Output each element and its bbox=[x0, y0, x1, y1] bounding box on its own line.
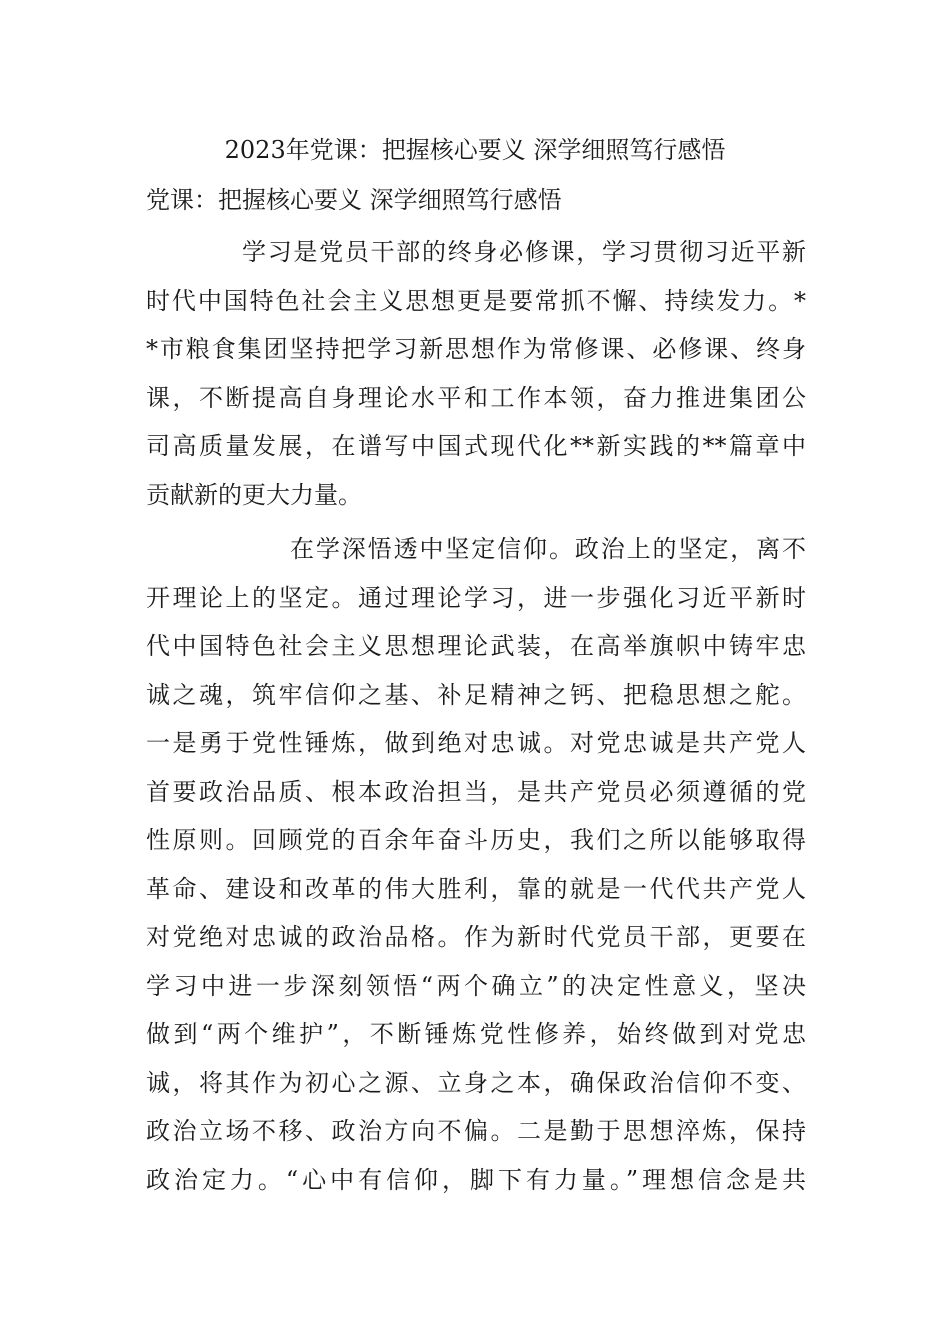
paragraph-line: 课，不断提高自身理论水平和工作本领，奋力推进集团公 bbox=[146, 383, 806, 412]
paragraph-line: 学习是党员干部的终身必修课，学习贯彻习近平新 bbox=[242, 238, 806, 266]
paragraph-line: 革命、建设和改革的伟大胜利，靠的就是一代代共产党人 bbox=[146, 874, 806, 903]
paragraph-line: 贡献新的更大力量。 bbox=[146, 480, 362, 509]
paragraph-line: 在学深悟透中坚定信仰。政治上的坚定，离不 bbox=[290, 535, 806, 563]
paragraph-line: 政治立场不移、政治方向不偏。二是勤于思想淬炼，保持 bbox=[146, 1117, 806, 1145]
document-subtitle: 党课：把握核心要义 深学细照笃行感悟 bbox=[146, 186, 562, 214]
paragraph-line: 代中国特色社会主义思想理论武装，在高举旗帜中铸牢忠 bbox=[146, 632, 806, 660]
paragraph-line: 司高质量发展，在谱写中国式现代化**新实践的**篇章中 bbox=[146, 432, 806, 460]
paragraph-line: 做到“两个维护”，不断锤炼党性修养，始终做到对党忠 bbox=[146, 1020, 806, 1048]
document-title bbox=[0, 130, 950, 170]
paragraph-body bbox=[146, 525, 806, 1204]
document-title-text: 2023年党课：把握核心要义 深学细照笃行感悟 bbox=[224, 136, 726, 164]
paragraph-line: *市粮食集团坚持把学习新思想作为常修课、必修课、终身 bbox=[146, 335, 806, 363]
paragraph-intro bbox=[146, 228, 806, 519]
paragraph-line: 开理论上的坚定。通过理论学习，进一步强化习近平新时 bbox=[146, 583, 806, 612]
paragraph-line: 性原则。回顾党的百余年奋斗历史，我们之所以能够取得 bbox=[146, 826, 806, 854]
paragraph-line: 一是勇于党性锤炼，做到绝对忠诚。对党忠诚是共产党人 bbox=[146, 729, 806, 757]
paragraph-line: 对党绝对忠诚的政治品格。作为新时代党员干部，更要在 bbox=[146, 923, 806, 951]
paragraph-line: 诚之魂，筑牢信仰之基、补足精神之钙、把稳思想之舵。 bbox=[146, 680, 806, 709]
paragraph-line: 政治定力。“心中有信仰，脚下有力量。”理想信念是共 bbox=[146, 1165, 806, 1194]
paragraph-line: 时代中国特色社会主义思想更是要常抓不懈、持续发力。* bbox=[146, 286, 806, 315]
paragraph-line: 学习中进一步深刻领悟“两个确立”的决定性意义，坚决 bbox=[146, 971, 806, 1000]
paragraph-line: 首要政治品质、根本政治担当，是共产党员必须遵循的党 bbox=[146, 777, 806, 806]
paragraph-line: 诚，将其作为初心之源、立身之本，确保政治信仰不变、 bbox=[146, 1068, 806, 1097]
